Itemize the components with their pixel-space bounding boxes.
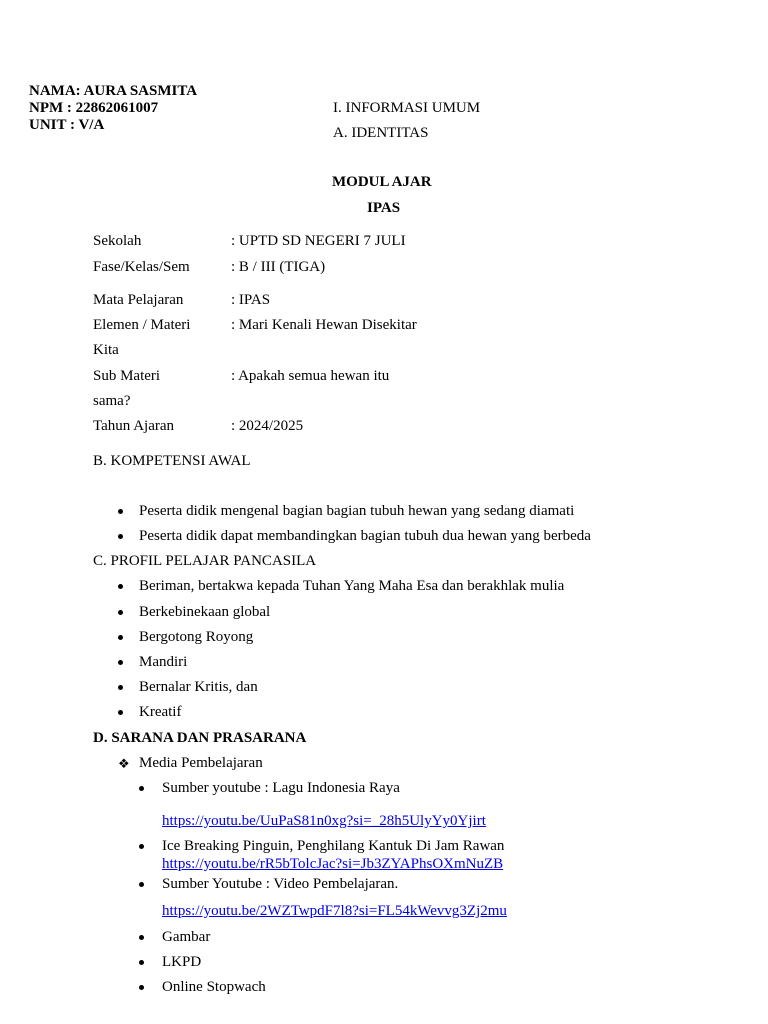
sub-materi-value: : Apakah semua hewan itu [231,368,390,384]
sub-materi-label: Sub Materi [93,368,161,384]
page-title: MODUL AJAR [332,174,432,190]
elemen-label: Elemen / Materi [93,317,191,333]
profil-heading: C. PROFIL PELAJAR PANCASILA [93,553,317,569]
bullet-icon [139,844,144,849]
bullet-icon [118,509,123,514]
fase-value: : B / III (TIGA) [231,259,326,275]
elemen-continuation: Kita [93,342,119,358]
elemen-value: : Mari Kenali Hewan Disekitar [231,317,417,333]
bullet-icon [118,635,123,640]
bullet-icon [139,985,144,990]
bullet-icon [118,534,123,539]
link-video-pembelajaran[interactable]: https://youtu.be/2WZTwpdF7l8?si=FL54kWevvg3Zj2mu [162,903,507,919]
sekolah-value: : UPTD SD NEGERI 7 JULI [231,233,406,249]
student-npm: NPM : 22862061007 [29,100,159,116]
page-subject: IPAS [367,200,401,216]
link-ice-breaking[interactable]: https://youtu.be/rR5bTolcJac?si=Jb3ZYAPhsOXmNuZB [162,856,504,872]
section-identitas: A. IDENTITAS [333,125,429,141]
tahun-value: : 2024/2025 [231,418,304,434]
sarana-heading: D. SARANA DAN PRASARANA [93,730,307,746]
kompetensi-heading: B. KOMPETENSI AWAL [93,453,251,469]
sub-materi-continuation: sama? [93,393,131,409]
bullet-icon [139,960,144,965]
bullet-icon [139,786,144,791]
student-name: NAMA: AURA SASMITA [29,83,198,99]
bullet-icon [118,584,123,589]
section-informasi-umum: I. INFORMASI UMUM [333,100,481,116]
link-lagu-indonesia-raya[interactable]: https://youtu.be/UuPaS81n0xg?si=_28h5UlyYy0Yjirt [162,813,486,829]
mapel-value: : IPAS [231,292,271,308]
bullet-icon [118,660,123,665]
student-unit: UNIT : V/A [29,117,105,133]
bullet-icon [118,610,123,615]
bullet-icon [118,710,123,715]
tahun-label: Tahun Ajaran [93,418,175,434]
bullet-icon [139,935,144,940]
diamond-bullet-icon: ❖ [118,756,130,771]
bullet-icon [139,882,144,887]
fase-label: Fase/Kelas/Sem [93,259,190,275]
mapel-label: Mata Pelajaran [93,292,184,308]
sekolah-label: Sekolah [93,233,142,249]
bullet-icon [118,685,123,690]
